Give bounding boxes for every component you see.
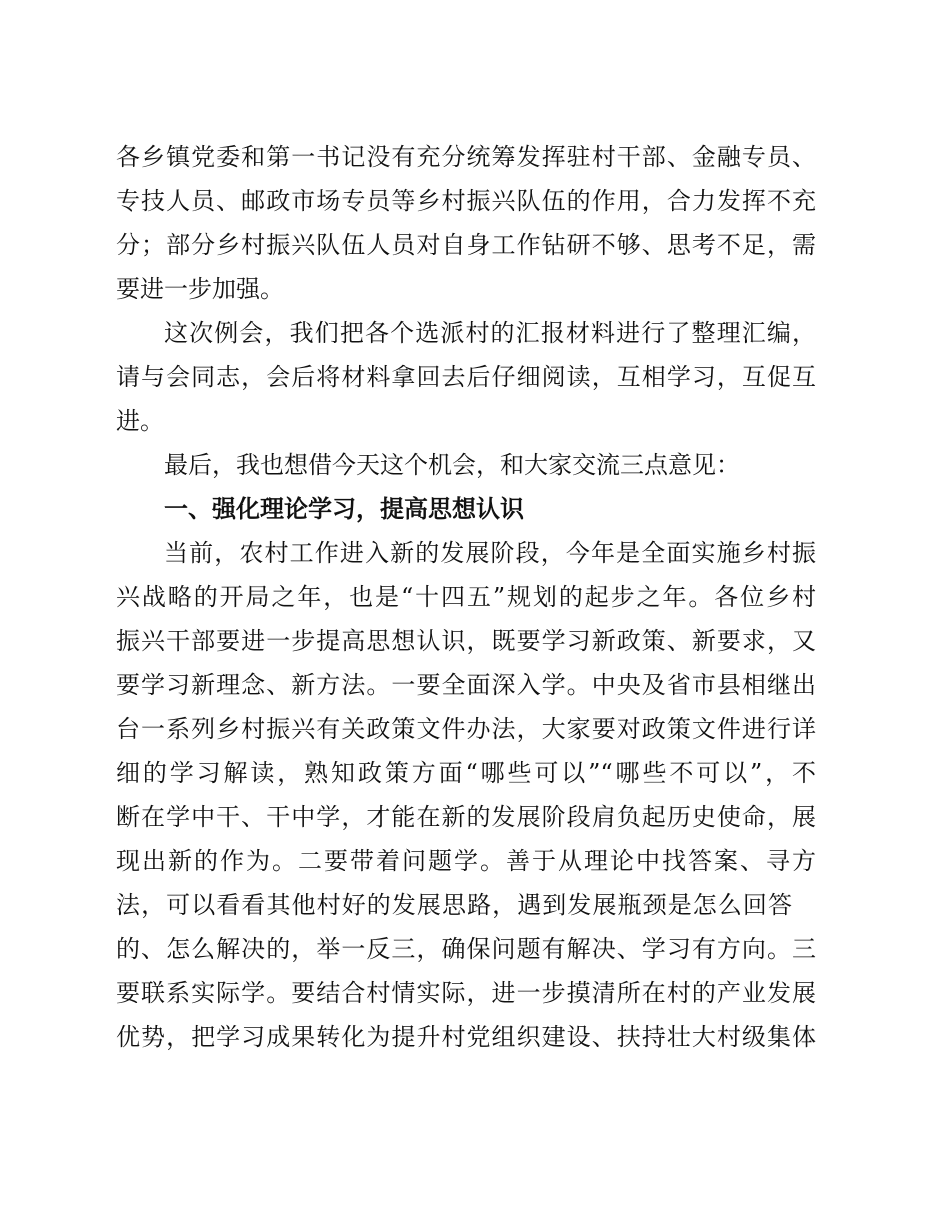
paragraph-line: 分；部分乡村振兴队伍人员对自身工作钻研不够、思考不足，需 bbox=[116, 231, 816, 259]
paragraph-line: 专技人员、邮政市场专员等乡村振兴队伍的作用，合力发挥不充 bbox=[116, 187, 816, 215]
paragraph-line: 要学习新理念、新方法。一要全面深入学。中央及省市县相继出 bbox=[116, 671, 816, 699]
paragraph-line: 优势，把学习成果转化为提升村党组织建设、扶持壮大村级集体 bbox=[116, 1023, 816, 1051]
paragraph-line: 细的学习解读，熟知政策方面“哪些可以”“哪些不可以”，不 bbox=[116, 759, 816, 787]
paragraph-line: 要进一步加强。 bbox=[116, 275, 284, 303]
paragraph-line: 进。 bbox=[116, 407, 164, 435]
paragraph-line: 请与会同志，会后将材料拿回去后仔细阅读，互相学习，互促互 bbox=[116, 363, 816, 391]
paragraph-line: 断在学中干、干中学，才能在新的发展阶段肩负起历史使命，展 bbox=[116, 803, 816, 831]
paragraph-line: 兴战略的开局之年，也是“十四五”规划的起步之年。各位乡村 bbox=[116, 583, 816, 611]
paragraph-line: 法，可以看看其他村好的发展思路，遇到发展瓶颈是怎么回答 bbox=[116, 891, 792, 919]
paragraph-line: 最后，我也想借今天这个机会，和大家交流三点意见： bbox=[164, 451, 740, 479]
paragraph-line: 台一系列乡村振兴有关政策文件办法，大家要对政策文件进行详 bbox=[116, 715, 816, 743]
paragraph-line: 振兴干部要进一步提高思想认识，既要学习新政策、新要求，又 bbox=[116, 627, 816, 655]
paragraph-line: 要联系实际学。要结合村情实际，进一步摸清所在村的产业发展 bbox=[116, 979, 816, 1007]
paragraph-line: 这次例会，我们把各个选派村的汇报材料进行了整理汇编， bbox=[164, 319, 816, 347]
paragraph-line: 的、怎么解决的，举一反三，确保问题有解决、学习有方向。三 bbox=[116, 935, 816, 963]
paragraph-line: 当前，农村工作进入新的发展阶段，今年是全面实施乡村振 bbox=[164, 539, 816, 567]
section-heading: 一、强化理论学习，提高思想认识 bbox=[164, 495, 524, 523]
paragraph-line: 现出新的作为。二要带着问题学。善于从理论中找答案、寻方 bbox=[116, 847, 816, 875]
paragraph-line: 各乡镇党委和第一书记没有充分统筹发挥驻村干部、金融专员、 bbox=[116, 143, 816, 171]
